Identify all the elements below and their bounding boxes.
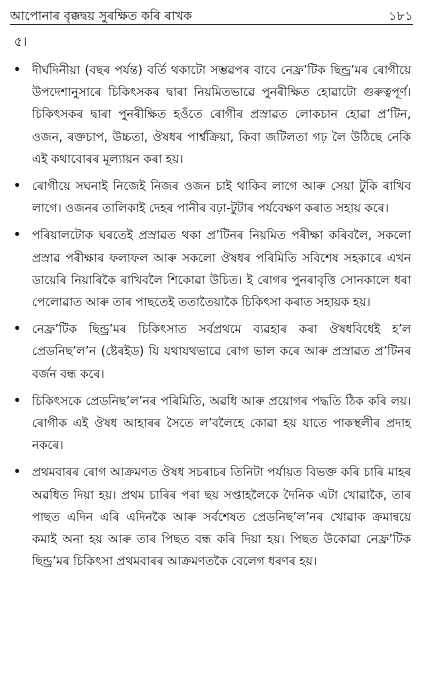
bullet-item (0, 461, 425, 572)
page-header (10, 4, 413, 24)
bullet-marker: • (13, 321, 22, 338)
bullet-text: দীৰ্ঘদিনীয়া (বছৰ পৰ্যন্ত) বৰ্তি থকাটো সম্ভৱপৰ বাবে নেফ্ৰ’টিক ছিন্ড্ৰ’মৰ ৰোগীয়ে উপদেশানুসাৰে চিকিৎসকৰ দ্বাৰা নিয়মিতভাৱে পুনৰীক্ষিত হোৱাটো গুৰুত্বপূৰ্ণ। চিকিৎসকৰ দ্বাৰা পুনৰীক্ষিত হওঁতে ৰোগীৰ প্ৰস্ৰাৱত লোকচান হোৱা প্ৰ’টিন, ওজন, ৰক্তচাপ, উচ্চতা, ঔষধৰ পাৰ্শ্বক্ৰিয়া, কিবা জটিলতা গঢ় লৈ উঠিছে নেকি এই কথাবোৰৰ মূল্যায়ন কৰা হয়। (32, 63, 411, 166)
bullet-marker: • (13, 464, 22, 481)
page-number: ১৮১ (388, 8, 413, 23)
section-number: ৫। (14, 35, 28, 50)
header-divider (10, 24, 413, 25)
bullet-marker: • (13, 62, 22, 78)
bullet-item (0, 59, 425, 170)
bullet-text: নেফ্ৰ’টিক ছিন্ড্ৰ’মৰ চিকিৎসাত সৰ্বপ্ৰথমে ব্যৱহাৰ কৰা ঔষধবিধেই হ’ল প্ৰেডনিছ’ল’ন (ষ্টেৰইড) যি যথাযথভাৱে ৰোগ ভাল কৰে আৰু প্ৰস্ৰাৱত প্ৰ’টিনৰ বৰ্জন বন্ধ কৰে। (32, 322, 411, 381)
bullet-item (0, 318, 425, 385)
bullet-marker: • (13, 178, 22, 195)
bullet-item (0, 175, 425, 219)
running-title: আপোনাৰ বৃক্কদ্বয় সুৰক্ষিত কৰি ৰাখক (10, 8, 193, 23)
bullet-item (0, 390, 425, 457)
bullet-text: পৰিয়ালটোক ঘৰতেই প্ৰস্ৰাৱত থকা প্ৰ’টিনৰ নিয়মিত পৰীক্ষা কৰিবলৈ, সকলো প্ৰস্ৰাৱ পৰীক্ষাৰ ফলাফল আৰু সকলো ঔষধৰ পৰিমিতি সবিশেষ সহকাৰে এখন ডায়েৰি নিয়াৰিকৈ ৰাখিবলৈ শিকোৱা উচিত। ই ৰোগৰ পুনৰাবৃত্তি সোনকালে ধৰা পেলোৱাত আৰু তাৰ পাছতেই ততাতৈয়াকৈ চিকিৎসা কৰাত সহায়ক হয়। (32, 228, 411, 310)
bullet-list (0, 59, 425, 577)
bullet-text: ৰোগীয়ে সঘনাই নিজেই নিজৰ ওজন চাই থাকিব লাগে আৰু সেয়া টুকি ৰাখিব লাগে। ওজনৰ তালিকাই দেহৰ পানীৰ বঢ়া-টুটাৰ পৰ্যবেক্ষণ কৰাত সহায় কৰে। (32, 179, 411, 216)
bullet-marker: • (13, 227, 22, 244)
bullet-marker: • (13, 392, 22, 409)
bullet-text: প্ৰথমবাৰৰ ৰোগ আক্ৰমণত ঔষধ সচৰাচৰ তিনিটা পৰ্যায়ত বিভক্ত কৰি চাৰি মাহৰ অৱধিত দিয়া হয়। প্ৰথম চাৰিৰ পৰা ছয় সপ্তাহলৈকে দৈনিক এটা খোৱাকৈ, তাৰ পাছত এদিন এৰি এদিনকৈ আৰু সৰ্বশেষত প্ৰেডনিছ’ল’নৰ খোৱাক ক্ৰমান্বয়ে কমাই অনা হয় আৰু তাৰ পিছত বন্ধ কৰি দিয়া হয়। পিছত উকোৱা নেফ্ৰ’টিক ছিন্ড্ৰ’মৰ চিকিৎসা প্ৰথমবাৰৰ আক্ৰমণতকৈ বেলেগ ধৰণৰ হয়। (32, 465, 411, 569)
bullet-item (0, 224, 425, 313)
bullet-text: চিকিৎসকে প্ৰেডনিছ’ল’নৰ পৰিমিতি, অৱধি আৰু প্ৰয়োগৰ পদ্ধতি ঠিক কৰি লয়। ৰোগীক এই ঔষধ আহাৰৰ সৈতে ল’বলৈহে কোৱা হয় যাতে পাকস্থলীৰ প্ৰদাহ নকৰে। (32, 393, 411, 453)
